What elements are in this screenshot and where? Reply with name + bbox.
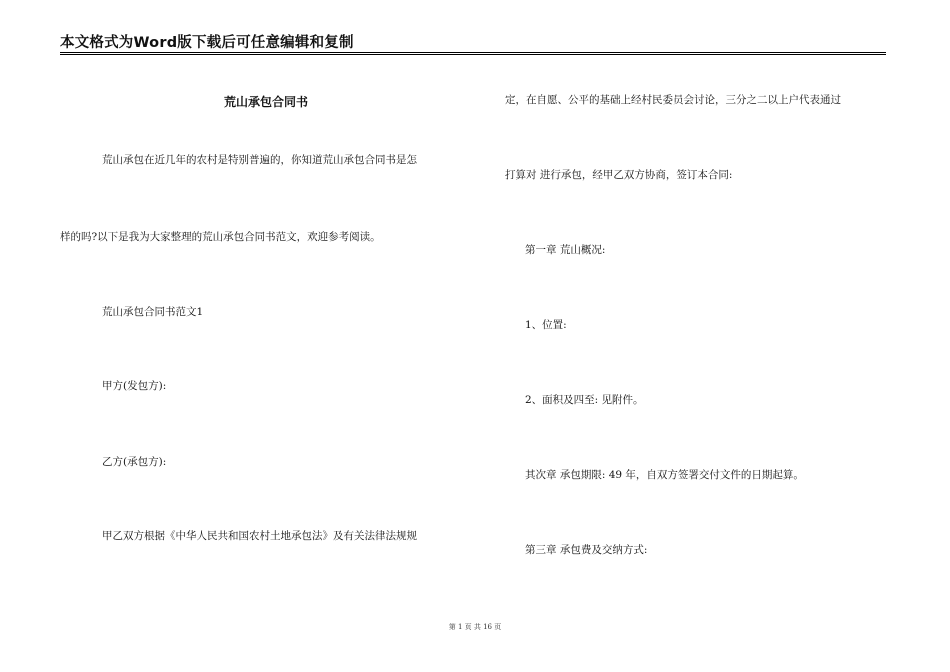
header-divider-secondary (60, 54, 886, 55)
paragraph-line: 荒山承包在近几年的农村是特别普遍的，你知道荒山承包合同书是怎 (102, 154, 417, 166)
document-title: 荒山承包合同书 (223, 95, 308, 109)
paragraph-line: 样的吗?以下是我为大家整理的荒山承包合同书范文，欢迎参考阅读。 (60, 231, 381, 243)
chapter-heading: 其次章 承包期限: 49 年，自双方签署交付文件的日期起算。 (525, 469, 804, 481)
party-a-label: 甲方(发包方): (102, 380, 167, 392)
header-divider (60, 52, 886, 53)
section-heading: 荒山承包合同书范文1 (102, 306, 204, 318)
list-item: 1、位置: (525, 319, 567, 331)
chapter-heading: 第三章 承包费及交纳方式: (525, 544, 648, 556)
document-header: 本文格式为Word版下载后可任意编辑和复制 (60, 35, 354, 51)
page-number: 第 1 页 共 16 页 (448, 623, 502, 631)
chapter-heading: 第一章 荒山概况: (525, 244, 606, 256)
paragraph-line: 定，在自愿、公平的基础上经村民委员会讨论，三分之二以上户代表通过 (505, 94, 841, 106)
party-b-label: 乙方(承包方): (102, 456, 167, 468)
paragraph-line: 打算对 进行承包，经甲乙双方协商，签订本合同: (505, 169, 733, 181)
paragraph-line: 甲乙双方根据《中华人民共和国农村土地承包法》及有关法律法规规 (102, 530, 417, 542)
list-item: 2、面积及四至: 见附件。 (525, 394, 644, 406)
